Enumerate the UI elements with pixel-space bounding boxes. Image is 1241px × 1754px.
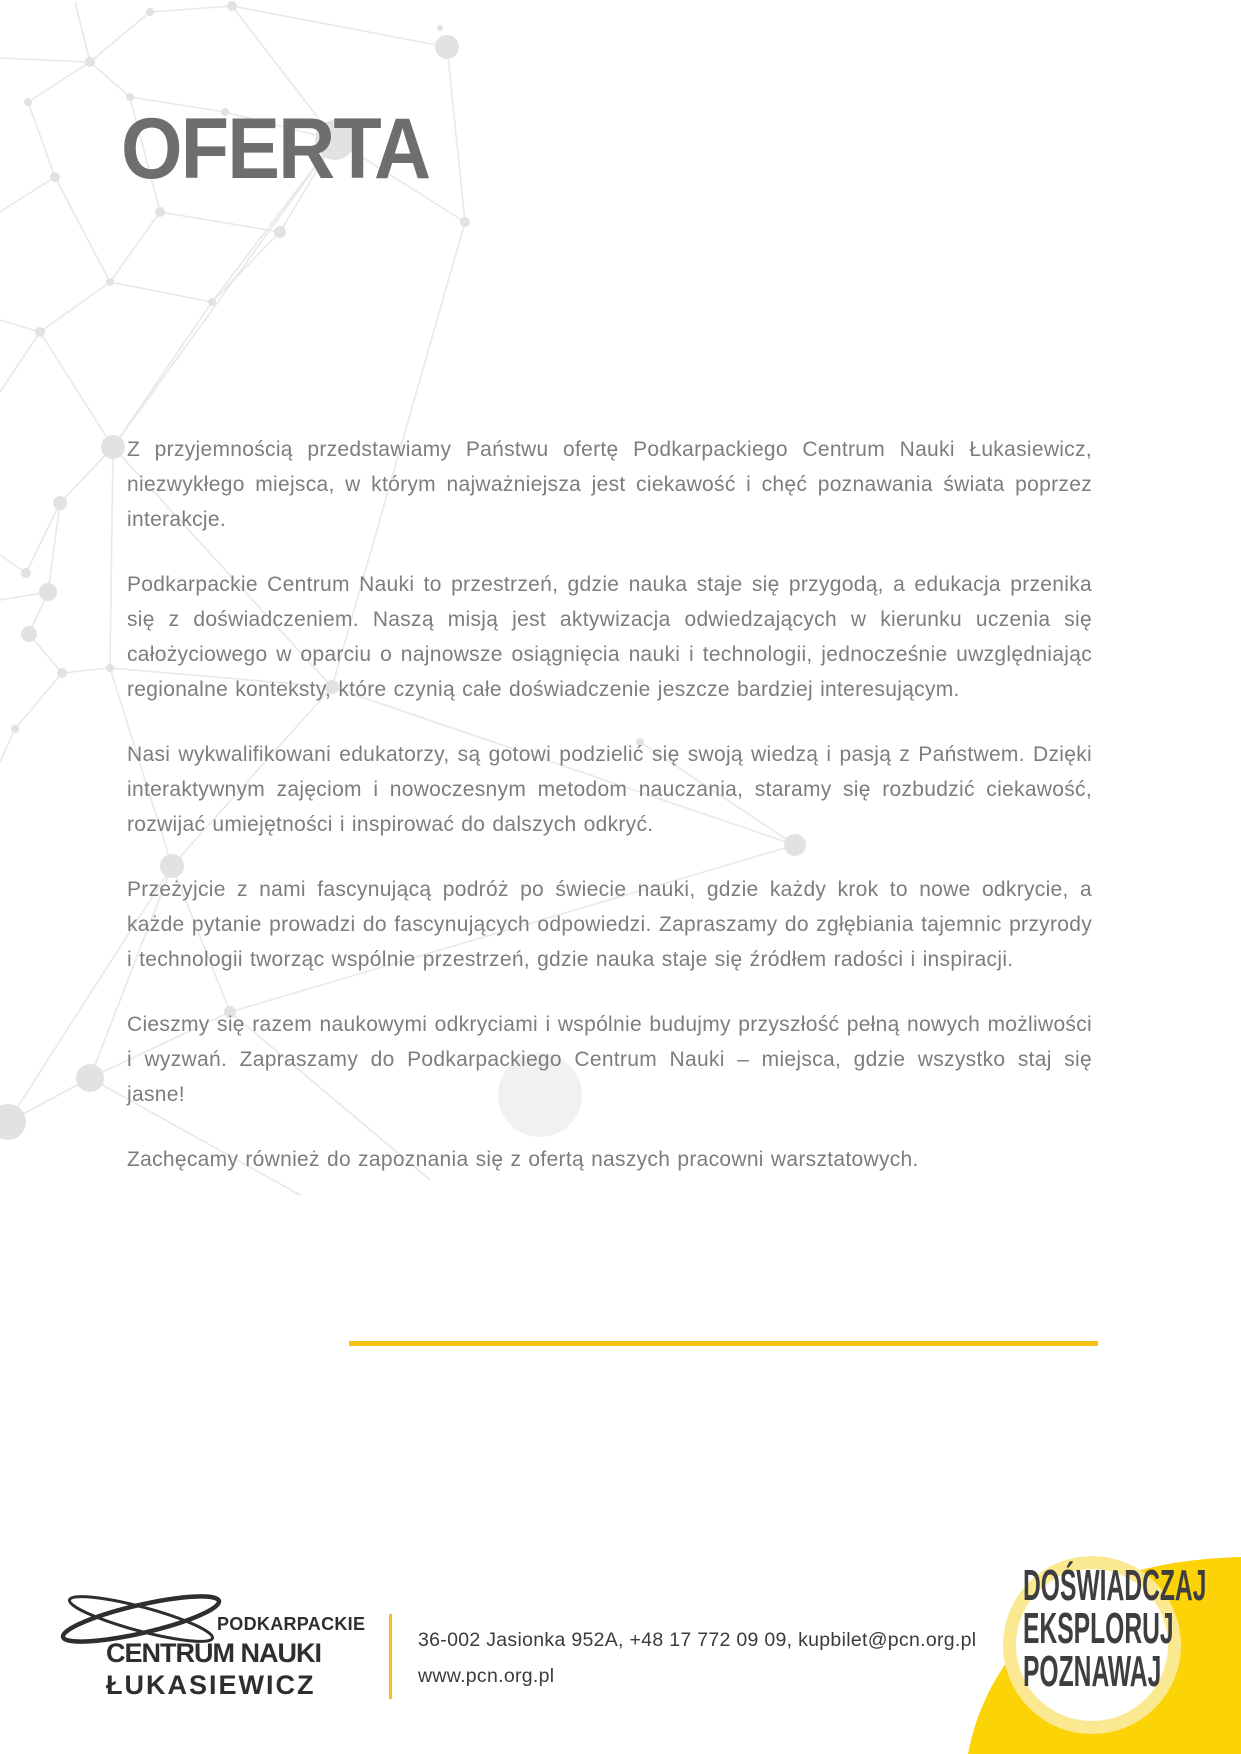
badge-slogan-line2: EKSPLORUJ <box>1023 1604 1174 1653</box>
badge-slogan-line1: DOŚWIADCZAJ <box>1023 1561 1207 1610</box>
badge-slogan-line3: POZNAWAJ <box>1023 1647 1162 1696</box>
paragraph-workshops: Zachęcamy również do zapoznania się z ofertą naszych pracowni warsztatowych. <box>127 1148 919 1171</box>
body-text <box>127 432 1092 1207</box>
paragraph-journey: Przeżyjcie z nami fascynującą podróż po świecie nauki, gdzie każdy krok to nowe odkrycie, a każde pytanie prowadzi do fascynujących odpowiedzi. Zapraszamy do zgłębiania tajemnic przyrody i technologii tworząc wspólnie przestrzeń, gdzie nauka staje się źródłem radości i inspiracji. <box>127 878 1092 971</box>
logo-region-label: PODKARPACKIE <box>217 1614 366 1634</box>
page-title: OFERTA <box>121 101 430 197</box>
logo-name-line1: CENTRUM NAUKI <box>106 1638 321 1668</box>
contact-website: www.pcn.org.pl <box>418 1665 555 1687</box>
paragraph-educators: Nasi wykwalifikowani edukatorzy, są gotowi podzielić się swoją wiedzą i pasją z Państwem. Dzięki interaktywnym zajęciom i nowoczesnym metodom nauczania, staramy się rozbudzić ciekawość, rozwijać umiejętności i inspirować do dalszych odkryć. <box>127 743 1092 836</box>
logo-name-line2: ŁUKASIEWICZ <box>106 1670 316 1700</box>
paragraph-invitation: Cieszmy się razem naukowymi odkryciami i wspólnie budujmy przyszłość pełną nowych możliwości i wyzwań. Zapraszamy do Podkarpackiego Centrum Nauki – miejsca, gdzie wszystko staj się jasne! <box>127 1013 1092 1106</box>
contact-address-phone-email: 36-002 Jasionka 952A, +48 17 772 09 09, kupbilet@pcn.org.pl <box>418 1629 977 1651</box>
badge-slogan <box>1023 1561 1207 1696</box>
paragraph-mission: Podkarpackie Centrum Nauki to przestrzeń, gdzie nauka staje się przygodą, a edukacja przenika się z doświadczeniem. Naszą misją jest aktywizacja odwiedzających w kierunku uczenia się całożyciowego w oparciu o najnowsze osiągnięcia nauki i technologii, jednocześnie uwzględniając regionalne konteksty, które czynią całe doświadczenie jeszcze bardziej interesującym. <box>127 573 1092 701</box>
yellow-divider <box>349 1341 1098 1346</box>
paragraph-intro: Z przyjemnością przedstawiamy Państwu ofertę Podkarpackiego Centrum Nauki Łukasiewicz, niezwykłego miejsca, w którym najważniejsza jest ciekawość i chęć poznawania świata poprzez interakcje. <box>127 438 1092 531</box>
contact-info <box>418 1622 976 1694</box>
footer-vertical-divider <box>389 1614 392 1699</box>
